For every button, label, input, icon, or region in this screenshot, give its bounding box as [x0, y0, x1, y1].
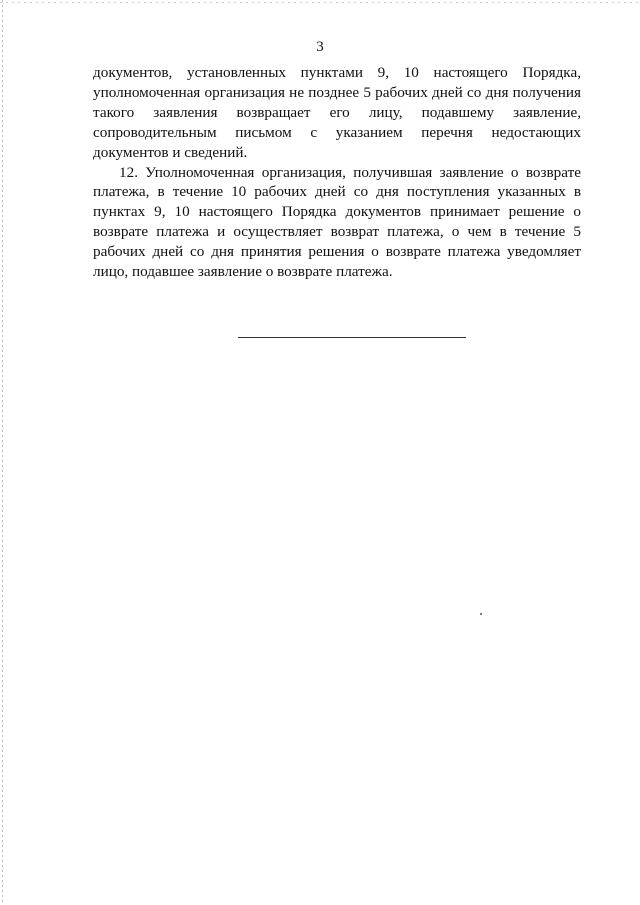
page-number: 3	[316, 39, 324, 55]
scan-speck	[480, 613, 482, 615]
paragraph-item-12: 12. Уполномоченная организация, получившая заявление о возврате платежа, в течение 10 рабочих дней со дня поступления указанных в пунктах 9, 10 настоящего Порядка документов принимает решение о возврате платежа и осуществляет возврат платежа, о чем в течение 5 рабочих дней со дня принятия решения о возврате платежа уведомляет лицо, подавшее заявление о возврате платежа.	[93, 163, 581, 281]
paragraph-continuation: документов, установленных пунктами 9, 10 настоящего Порядка, уполномоченная организация не позднее 5 рабочих дней со дня получения такого заявления возвращает его лицу, подавшему заявление, сопроводительным письмом с указанием перечня недостающих документов и сведений.	[93, 64, 581, 161]
scan-edge-top	[0, 2, 640, 3]
body-text	[93, 63, 581, 282]
end-separator-line	[238, 337, 466, 338]
scan-edge-left	[2, 0, 3, 905]
